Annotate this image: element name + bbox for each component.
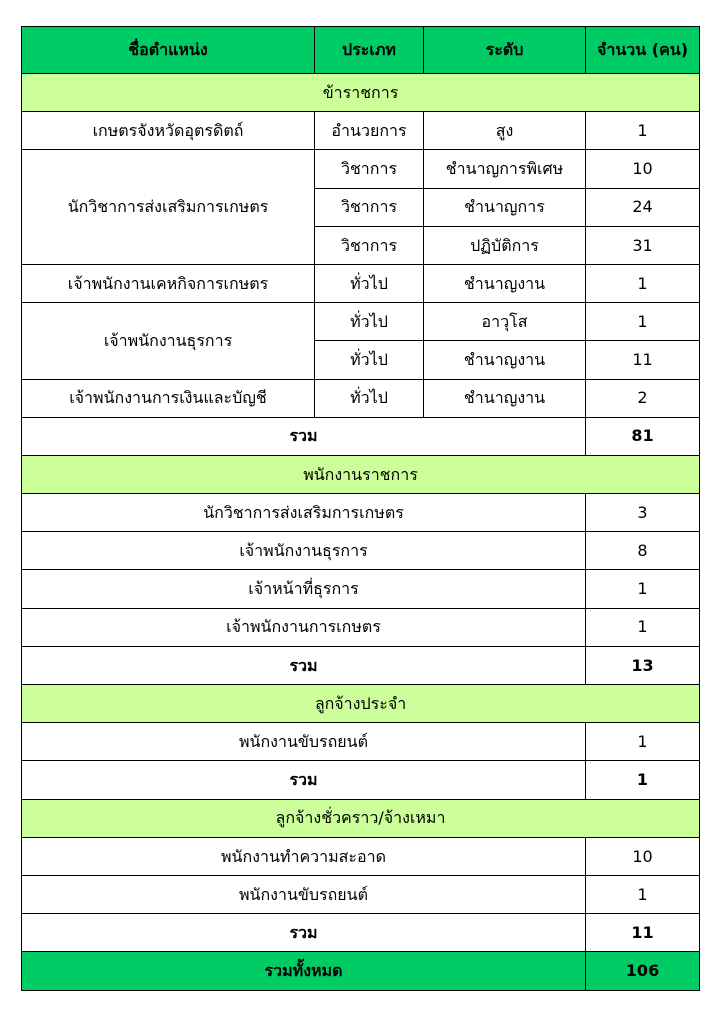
row-level: ชำนาญงาน bbox=[424, 341, 586, 379]
row-type: อำนวยการ bbox=[315, 112, 424, 150]
table-row bbox=[22, 608, 700, 646]
subtotal-label: รวม bbox=[22, 646, 586, 684]
table-row bbox=[22, 303, 700, 341]
subtotal-row bbox=[22, 761, 700, 799]
row-position: นักวิชาการส่งเสริมการเกษตร bbox=[22, 150, 315, 265]
section-header bbox=[22, 455, 700, 493]
row-level: ชำนาญงาน bbox=[424, 264, 586, 302]
subtotal-value: 11 bbox=[586, 914, 700, 952]
row-position: เจ้าพนักงานการเงินและบัญชี bbox=[22, 379, 315, 417]
row-position: เจ้าพนักงานการเกษตร bbox=[22, 608, 586, 646]
row-count: 10 bbox=[586, 837, 700, 875]
row-position: เจ้าพนักงานธุรการ bbox=[22, 303, 315, 379]
section-header bbox=[22, 74, 700, 112]
row-count: 1 bbox=[586, 723, 700, 761]
row-position: พนักงานทำความสะอาด bbox=[22, 837, 586, 875]
table-header bbox=[22, 27, 700, 74]
table-row bbox=[22, 494, 700, 532]
row-type: ทั่วไป bbox=[315, 303, 424, 341]
row-count: 11 bbox=[586, 341, 700, 379]
table-row bbox=[22, 723, 700, 761]
subtotal-label: รวม bbox=[22, 761, 586, 799]
row-count: 1 bbox=[586, 875, 700, 913]
header-level: ระดับ bbox=[424, 27, 586, 74]
row-level: อาวุโส bbox=[424, 303, 586, 341]
row-count: 8 bbox=[586, 532, 700, 570]
row-level: ชำนาญการพิเศษ bbox=[424, 150, 586, 188]
row-type: ทั่วไป bbox=[315, 264, 424, 302]
row-count: 1 bbox=[586, 303, 700, 341]
grand-total-value: 106 bbox=[586, 952, 700, 990]
grand-total-label: รวมทั้งหมด bbox=[22, 952, 586, 990]
header-position: ชื่อตำแหน่ง bbox=[22, 27, 315, 74]
section-title-civil: ข้าราชการ bbox=[22, 74, 700, 112]
table-row bbox=[22, 532, 700, 570]
table-row bbox=[22, 150, 700, 188]
row-count: 10 bbox=[586, 150, 700, 188]
header-count: จำนวน (คน) bbox=[586, 27, 700, 74]
section-title-temporary: ลูกจ้างชั่วคราว/จ้างเหมา bbox=[22, 799, 700, 837]
row-position: เกษตรจังหวัดอุตรดิตถ์ bbox=[22, 112, 315, 150]
row-position: พนักงานขับรถยนต์ bbox=[22, 723, 586, 761]
subtotal-row bbox=[22, 417, 700, 455]
row-type: วิชาการ bbox=[315, 188, 424, 226]
subtotal-value: 13 bbox=[586, 646, 700, 684]
row-type: ทั่วไป bbox=[315, 341, 424, 379]
row-position: นักวิชาการส่งเสริมการเกษตร bbox=[22, 494, 586, 532]
subtotal-row bbox=[22, 646, 700, 684]
row-position: พนักงานขับรถยนต์ bbox=[22, 875, 586, 913]
row-count: 1 bbox=[586, 570, 700, 608]
subtotal-label: รวม bbox=[22, 914, 586, 952]
row-type: วิชาการ bbox=[315, 226, 424, 264]
subtotal-row bbox=[22, 914, 700, 952]
row-count: 24 bbox=[586, 188, 700, 226]
row-level: สูง bbox=[424, 112, 586, 150]
row-count: 31 bbox=[586, 226, 700, 264]
section-header bbox=[22, 685, 700, 723]
table-row bbox=[22, 837, 700, 875]
row-position: เจ้าพนักงานเคหกิจการเกษตร bbox=[22, 264, 315, 302]
subtotal-value: 1 bbox=[586, 761, 700, 799]
row-count: 1 bbox=[586, 112, 700, 150]
row-count: 1 bbox=[586, 608, 700, 646]
table-row bbox=[22, 112, 700, 150]
row-level: ชำนาญการ bbox=[424, 188, 586, 226]
table-row bbox=[22, 570, 700, 608]
header-type: ประเภท bbox=[315, 27, 424, 74]
section-header bbox=[22, 799, 700, 837]
row-count: 1 bbox=[586, 264, 700, 302]
row-count: 2 bbox=[586, 379, 700, 417]
grand-total-row bbox=[22, 952, 700, 990]
table-row bbox=[22, 264, 700, 302]
row-count: 3 bbox=[586, 494, 700, 532]
subtotal-label: รวม bbox=[22, 417, 586, 455]
section-title-gov-employee: พนักงานราชการ bbox=[22, 455, 700, 493]
row-type: ทั่วไป bbox=[315, 379, 424, 417]
row-position: เจ้าหน้าที่ธุรการ bbox=[22, 570, 586, 608]
table-row bbox=[22, 379, 700, 417]
row-position: เจ้าพนักงานธุรการ bbox=[22, 532, 586, 570]
row-type: วิชาการ bbox=[315, 150, 424, 188]
row-level: ชำนาญงาน bbox=[424, 379, 586, 417]
staff-table bbox=[21, 26, 700, 991]
table-row bbox=[22, 875, 700, 913]
row-level: ปฏิบัติการ bbox=[424, 226, 586, 264]
subtotal-value: 81 bbox=[586, 417, 700, 455]
section-title-permanent: ลูกจ้างประจำ bbox=[22, 685, 700, 723]
